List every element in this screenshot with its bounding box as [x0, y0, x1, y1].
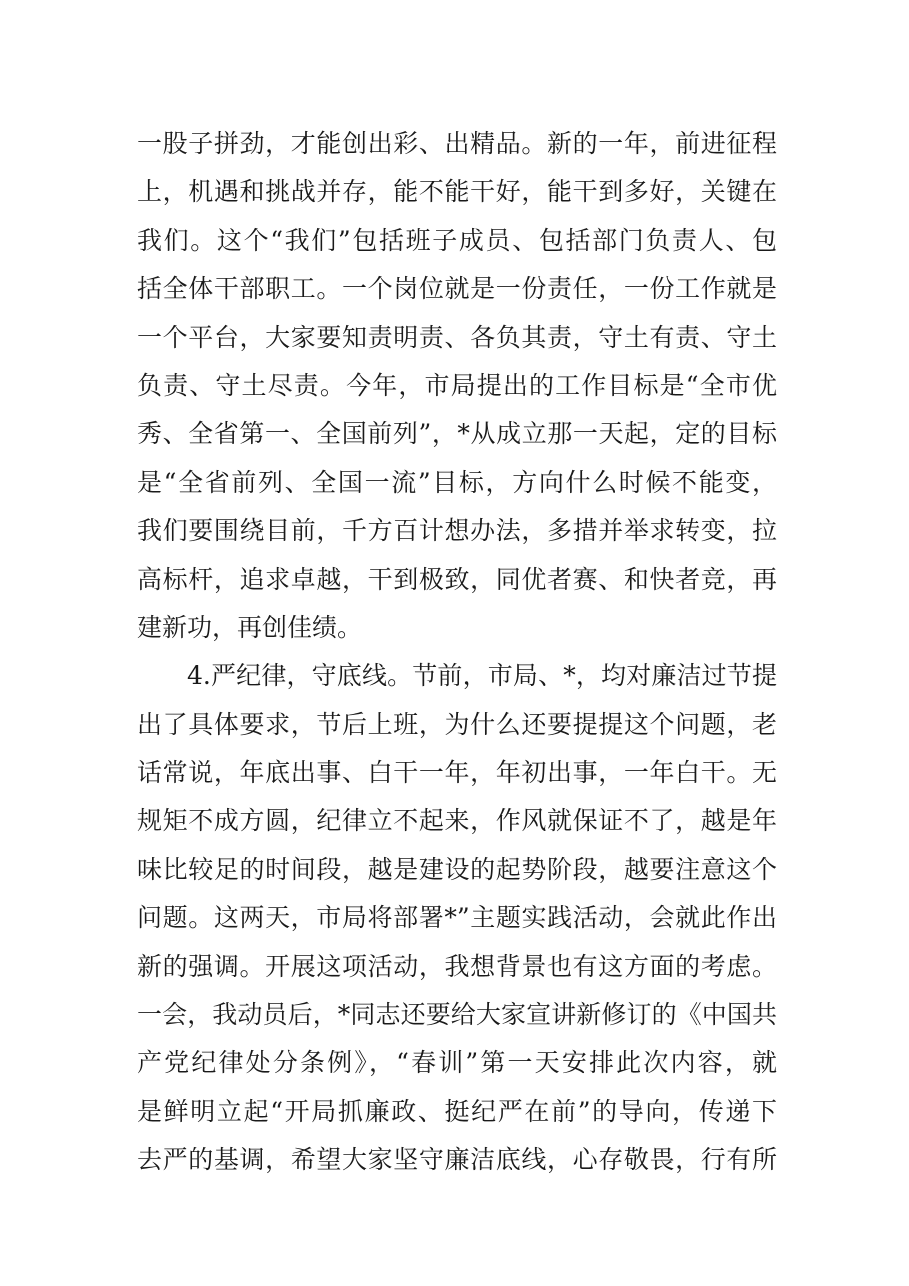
- text-line: 负责、守土尽责。今年，市局提出的工作目标是“全市优: [137, 370, 777, 400]
- text-line: 产党纪律处分条例》，“春训”第一天安排此次内容，就: [137, 1048, 777, 1078]
- text-line: 出了具体要求，节后上班，为什么还要提提这个问题，老: [137, 709, 777, 739]
- text-line: 问题。这两天，市局将部署*”主题实践活动，会就此作出: [137, 903, 777, 933]
- text-line: 我们要围绕目前，千方百计想办法，多措并举求转变，拉: [137, 516, 777, 546]
- text-line: 上，机遇和挑战并存，能不能干好，能干到多好，关键在: [137, 177, 777, 207]
- text-line: 我们。这个“我们”包括班子成员、包括部门负责人、包: [137, 225, 777, 255]
- text-line: 是鲜明立起“开局抓廉政、挺纪严在前”的导向，传递下: [137, 1096, 777, 1126]
- text-line: 高标杆，追求卓越，干到极致，同优者赛、和快者竞，再: [137, 564, 777, 594]
- text-line: 秀、全省第一、全国前列”，*从成立那一天起，定的目标: [137, 419, 777, 449]
- text-line: 规矩不成方圆，纪律立不起来，作风就保证不了，越是年: [137, 806, 777, 836]
- text-line: 括全体干部职工。一个岗位就是一份责任，一份工作就是: [137, 274, 777, 304]
- text-line: 一股子拼劲，才能创出彩、出精品。新的一年，前进征程: [137, 129, 777, 158]
- text-line: 一会，我动员后，*同志还要给大家宣讲新修订的《中国共: [137, 1000, 777, 1030]
- section-heading-line: 4.严纪律，守底线。节前，市局、*，均对廉洁过节提: [187, 661, 777, 691]
- text-line: 一个平台，大家要知责明责、各负其责，守土有责、守土: [137, 322, 777, 352]
- text-line: 味比较足的时间段，越是建设的起势阶段，越要注意这个: [137, 854, 777, 884]
- text-line: 是“全省前列、全国一流”目标，方向什么时候不能变，: [137, 467, 777, 497]
- text-line: 话常说，年底出事、白干一年，年初出事，一年白干。无: [137, 758, 777, 788]
- text-line: 新的强调。开展这项活动，我想背景也有这方面的考虑。: [137, 951, 777, 981]
- paragraph-last-line: 建新功，再创佳绩。: [137, 612, 363, 642]
- body-text: [137, 120, 777, 1185]
- text-line: 去严的基调，希望大家坚守廉洁底线，心存敬畏，行有所: [137, 1145, 777, 1175]
